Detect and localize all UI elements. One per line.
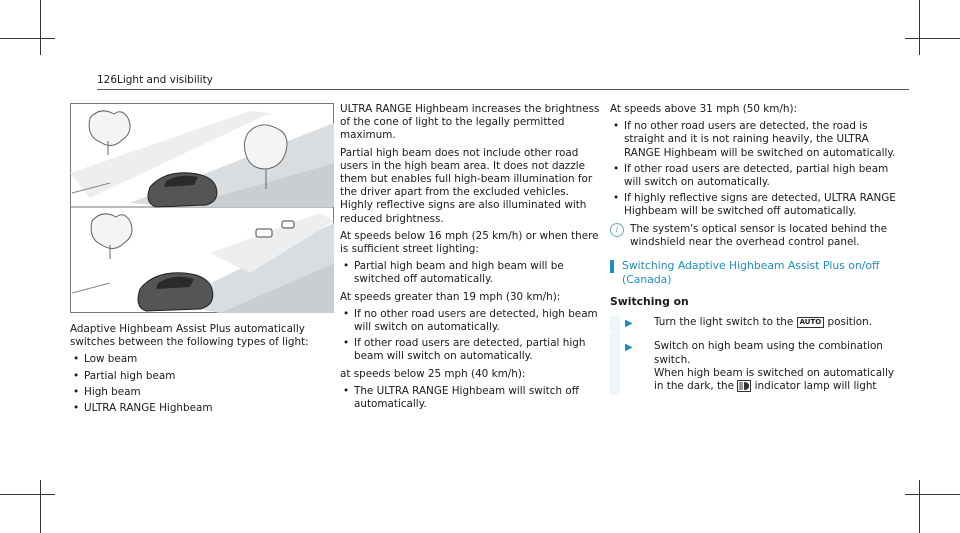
bullet-list — [340, 385, 600, 411]
auto-switch-icon: AUTO — [797, 317, 825, 328]
instruction-step — [610, 340, 900, 393]
list-item: • If no other road users are detected, high beam will switch on automatically. — [340, 308, 600, 334]
list-item: • High beam — [70, 386, 330, 399]
crop-mark — [919, 480, 920, 533]
list-item: • Partial high beam and high beam will be switched off automatically. — [340, 260, 600, 286]
crop-mark — [905, 494, 960, 495]
crop-mark — [0, 38, 55, 39]
info-icon: i — [610, 223, 624, 237]
section-title: Switching Adaptive Highbeam Assist Plus on/off (Canada) — [622, 259, 880, 287]
list-item: • If no other road users are detected, the road is straight and it is not raining heavily, the ULTRA RANGE Highbeam will be switched on automatically. — [610, 120, 900, 160]
step-bar — [610, 316, 620, 331]
step-text: Switch on high beam using the combination switch. When high beam is switched on automatically in the dark, the indicator lamp will light — [654, 340, 895, 393]
section-marker — [610, 260, 614, 273]
arrow-right-icon: ▶ — [625, 342, 633, 354]
list-item: • Low beam — [70, 353, 330, 366]
paragraph: ULTRA RANGE Highbeam increases the brightness of the cone of light to the legally permitted maximum. — [340, 103, 600, 142]
subheading: Switching on — [610, 295, 689, 309]
list-item: • The ULTRA RANGE Highbeam will switch off automatically. — [340, 385, 600, 411]
column-1 — [70, 323, 330, 419]
list-item: • If other road users are detected, partial high beam will switch on automatically. — [340, 337, 600, 363]
page-number: 126 — [97, 74, 118, 86]
paragraph: Partial high beam does not include other road users in the high beam area. It does not dazzle them but enables full high-beam illumination for the driver apart from the excluded vehicles. Highly reflective signs are also illuminated with reduced brightness. — [340, 146, 593, 225]
page-title: Light and visibility — [117, 74, 213, 86]
step-spacer — [610, 332, 900, 340]
info-note — [610, 223, 900, 249]
crop-mark — [905, 38, 960, 39]
section-heading — [610, 259, 900, 287]
column-3 — [610, 103, 900, 396]
list-item: • Partial high beam — [70, 370, 330, 383]
list-item: • If other road users are detected, partial high beam will switch on automatically. — [610, 163, 900, 189]
step-text: Turn the light switch to the AUTO position. — [654, 316, 872, 329]
high-beam-indicator-icon — [737, 380, 751, 392]
paragraph: at speeds below 25 mph (40 km/h): — [340, 367, 526, 380]
arrow-right-icon: ▶ — [625, 318, 633, 330]
light-types-list — [70, 353, 330, 415]
column-2 — [340, 103, 600, 415]
list-item: • If highly reflective signs are detected, ULTRA RANGE Highbeam will be switched off automatically. — [610, 192, 900, 218]
paragraph: At speeds greater than 19 mph (30 km/h): — [340, 290, 561, 303]
intro-paragraph: Adaptive Highbeam Assist Plus automatically switches between the following types of light: — [70, 323, 309, 349]
bullet-list — [340, 308, 600, 364]
paragraph: At speeds above 31 mph (50 km/h): — [610, 103, 798, 115]
paragraph: At speeds below 16 mph (25 km/h) or when there is sufficient street lighting: — [340, 229, 599, 256]
header-rule — [97, 89, 909, 90]
crop-mark — [0, 494, 55, 495]
crop-mark — [40, 0, 41, 55]
list-item: • ULTRA RANGE Highbeam — [70, 402, 330, 415]
bullet-list — [610, 120, 900, 218]
step-bar — [610, 340, 620, 395]
bullet-list — [340, 260, 600, 286]
highbeam-illustration — [70, 103, 334, 313]
note-text: The system's optical sensor is located behind the windshield near the overhead control panel. — [630, 222, 887, 248]
crop-mark — [919, 0, 920, 55]
crop-mark — [40, 480, 41, 533]
instruction-step — [610, 316, 900, 329]
